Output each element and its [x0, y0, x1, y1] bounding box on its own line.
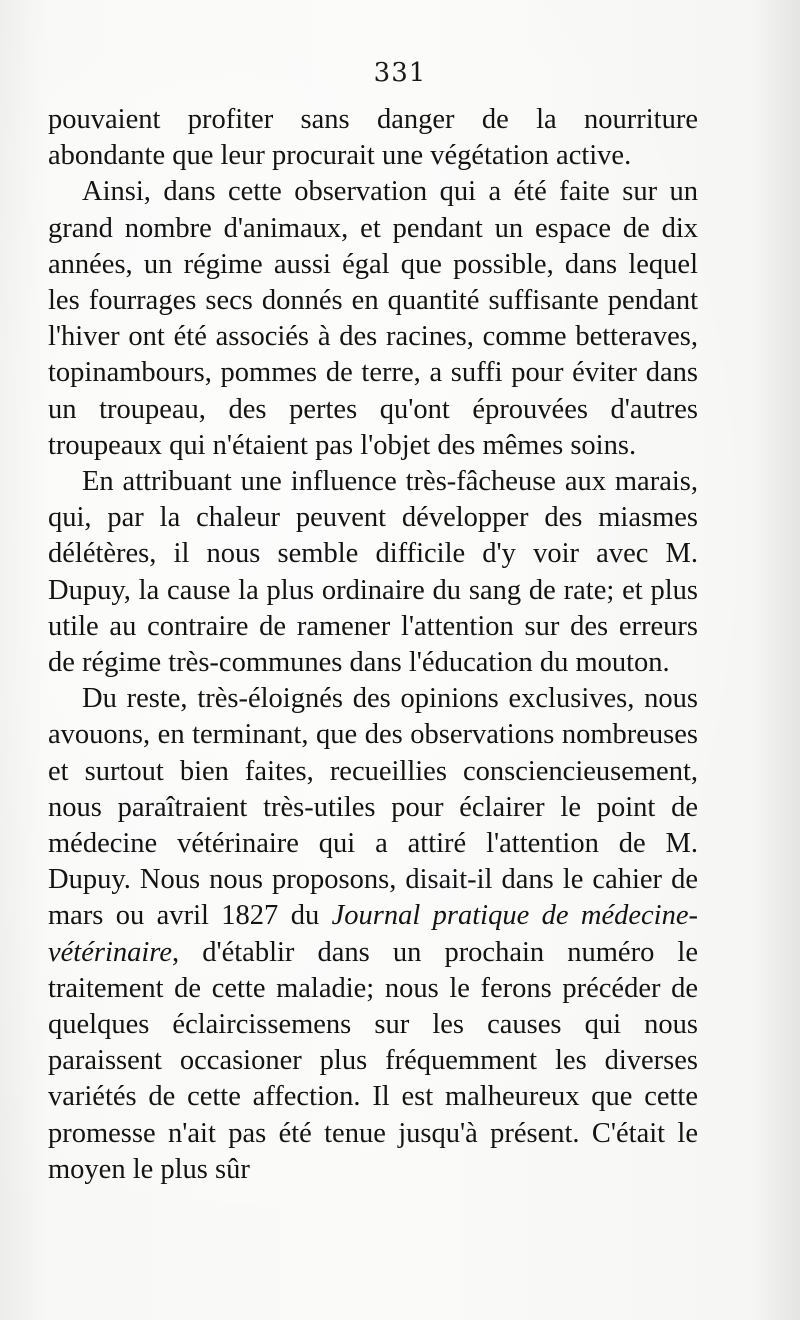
journal-title: Journal pratique de médecine-vétérinaire: [48, 900, 698, 968]
paragraph-du-reste: [48, 681, 698, 1188]
paragraph-text-after: , d'établir dans un prochain numéro le traitement de cette maladie; nous le ferons précéder de quelques éclaircissemens sur les causes qui nous paraissent occasioner plus fréquemment les diverses variétés de cette affection. Il est malheureux que cette promesse n'ait pas été tenue jusqu'à présent. C'était le moyen le plus sûr: [48, 936, 698, 1185]
paragraph-marais: En attribuant une influence très-fâcheuse aux marais, qui, par la chaleur peuvent développer des miasmes délétères, il nous semble difficile d'y voir avec M. Dupuy, la cause la plus ordinaire du sang de rate; et plus utile au contraire de ramener l'attention sur des erreurs de régime très-communes dans l'éducation du mouton.: [48, 466, 698, 679]
body-text: [48, 102, 698, 1188]
page-number: 331: [373, 58, 427, 88]
paragraph-observation: Ainsi, dans cette observation qui a été faite sur un grand nombre d'animaux, et pendant un espace de dix années, un régime aussi égal que possible, dans lequel les fourrages secs donnés en quantité suffisante pendant l'hiver ont été associés à des racines, comme betteraves, topinambours, pommes de terre, a suffi pour éviter dans un troupeau, des pertes qu'ont éprouvées d'autres troupeaux qui n'étaient pas l'objet des mêmes soins.: [48, 176, 698, 461]
paragraph-continuation: pouvaient profiter sans danger de la nourriture abondante que leur procurait une végétation active.: [48, 104, 698, 172]
paragraph-text-before: Du reste, très-éloignés des opinions exclusives, nous avouons, en terminant, que des observations nombreuses et surtout bien faites, recueillies consciencieusement, nous paraîtraient très-utiles pour éclairer le point de médecine vétérinaire qui a attiré l'attention de M. Dupuy. Nous nous proposons, disait-il dans le cahier de mars ou avril 1827 du: [48, 683, 698, 932]
